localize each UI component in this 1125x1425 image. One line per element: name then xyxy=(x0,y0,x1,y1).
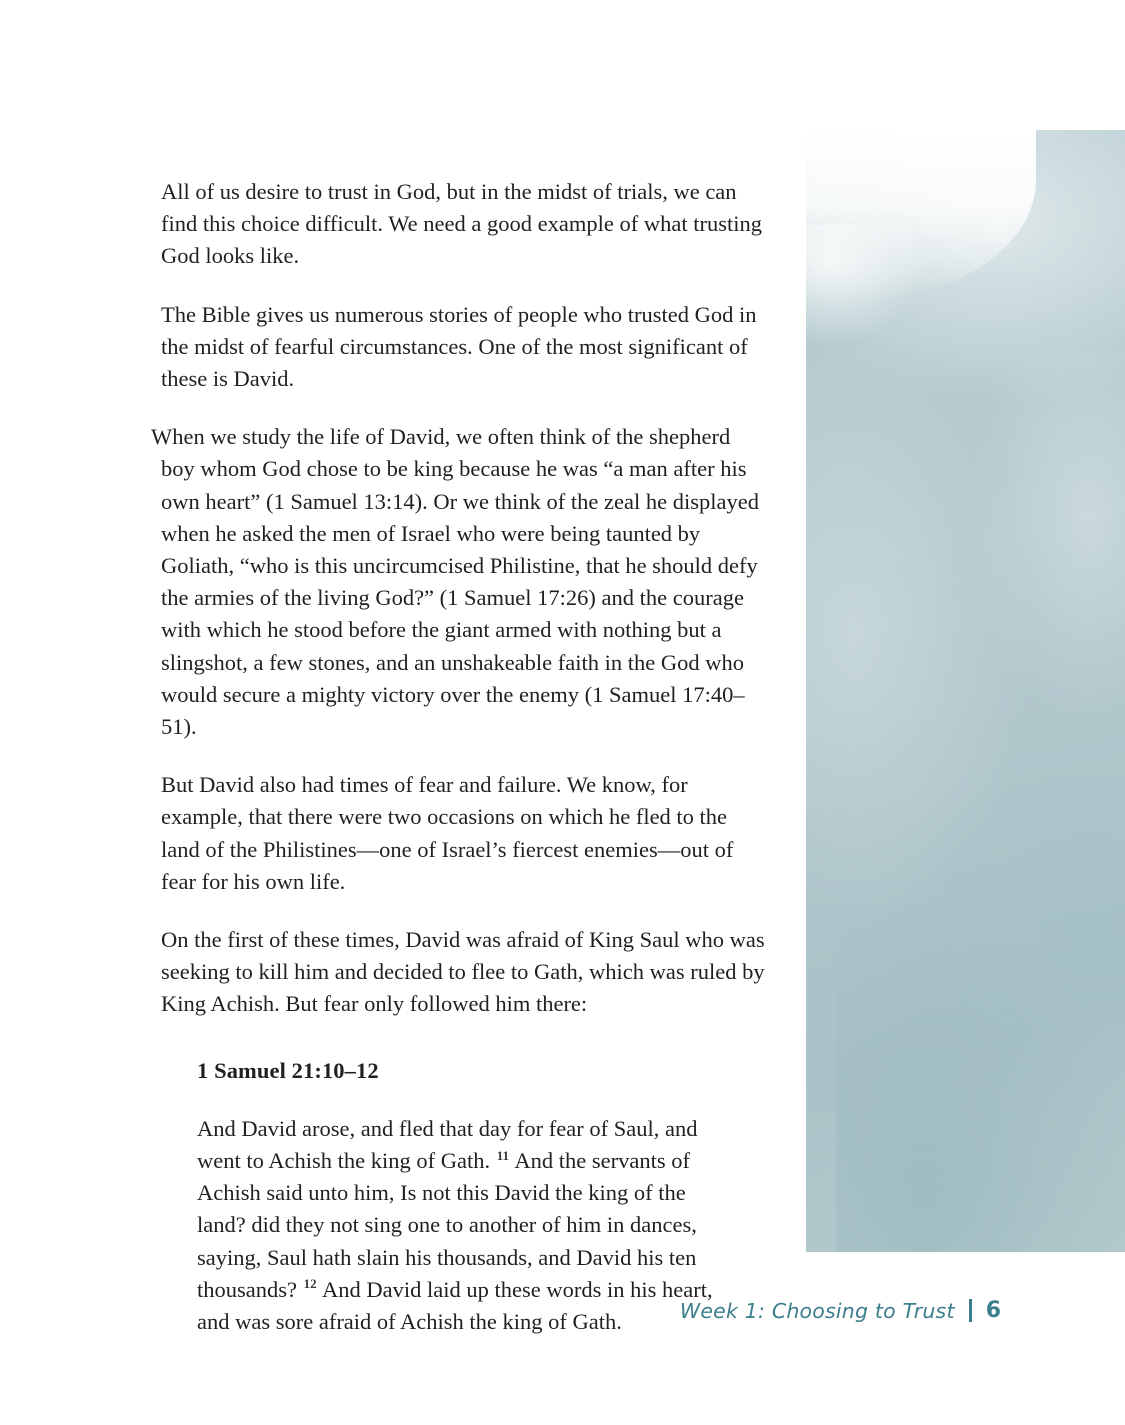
decorative-watercolor-panel xyxy=(806,130,1125,1252)
scripture-part-3: And David laid up these words in his heart, and was sore afraid of Achish the king of Gath. xyxy=(197,1276,713,1335)
scripture-text xyxy=(197,1113,737,1338)
page-footer xyxy=(680,1298,1001,1323)
paragraph-2: The Bible gives us numerous stories of people who trusted God in the midst of fearful circumstances. One of the most significant of these is David. xyxy=(161,301,757,392)
scripture-part-2: And the servants of Achish said unto him, Is not this David the king of the land? did they not sing one to another of him in dances, saying, Saul hath slain his thousands, and David his ten thousands? xyxy=(197,1148,697,1302)
page-number: 6 xyxy=(985,1298,1001,1323)
paragraph-4: But David also had times of fear and failure. We know, for example, that there were two occasions on which he fled to the land of the Philistines—one of Israel’s fiercest enemies—out of fear for his own life. xyxy=(161,772,734,894)
watercolor-wash-left xyxy=(806,225,926,345)
verse-number-12: 12 xyxy=(303,1276,317,1292)
scripture-reference: 1 Samuel 21:10–12 xyxy=(197,1057,379,1083)
paragraph-3: When we study the life of David, we often think of the shepherd boy whom God chose to be king because he was “a man after his own heart” (1 Samuel 13:14). Or we think of the zeal he displayed when he asked the men of Israel who were being taunted by Goliath, “who is this uncircumcised Philistine, that he should defy the armies of the living God?” (1 Samuel 17:26) and the courage with which he stood before the giant armed with nothing but a slingshot, a few stones, and an unshakeable faith in the God who would secure a mighty victory over the enemy (1 Samuel 17:40–51). xyxy=(151,424,759,740)
paragraph-5: On the first of these times, David was afraid of King Saul who was seeking to kill him and decided to flee to Gath, which was ruled by King Achish. But fear only followed him there: xyxy=(161,927,765,1017)
scripture-part-1: And David arose, and fled that day for fear of Saul, and went to Achish the king of Gath. xyxy=(197,1115,698,1174)
body-content xyxy=(151,176,767,1338)
footer-section-title: Week 1: Choosing to Trust xyxy=(679,1298,955,1323)
footer-divider xyxy=(969,1299,972,1322)
watercolor-wash-right xyxy=(945,350,1125,770)
paragraph-1: All of us desire to trust in God, but in the midst of trials, we can find this choice difficult. We need a good example of what trusting God looks like. xyxy=(161,179,762,269)
watercolor-wash-bottom xyxy=(836,732,1125,1252)
scripture-block xyxy=(161,1055,737,1339)
verse-number-11: 11 xyxy=(496,1147,510,1163)
